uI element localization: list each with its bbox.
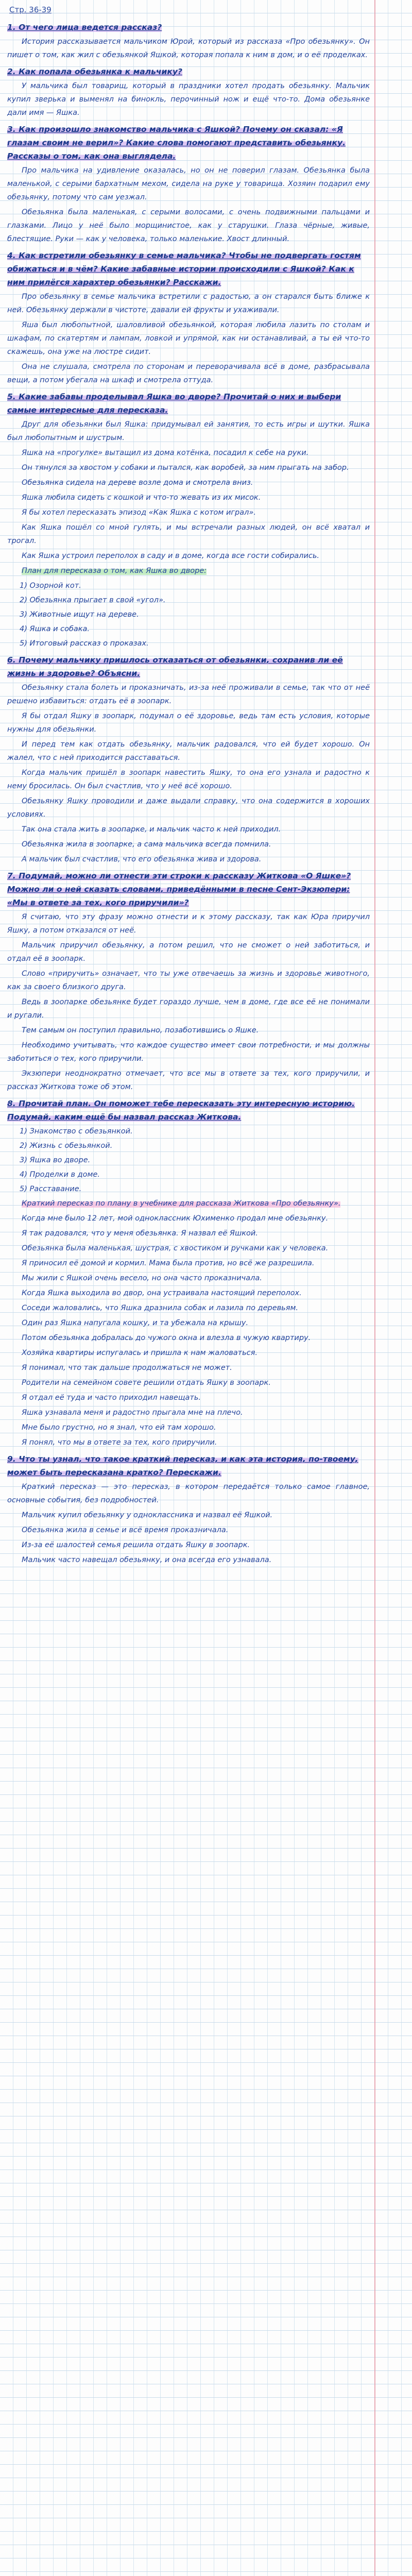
answer-paragraph: Тем самым он поступил правильно, позаботившись о Яшке. xyxy=(22,1026,259,1035)
answer-paragraph: Обезьянку стала болеть и проказничать, из-за неё проживали в семье, так что от неё решено избавиться: отдать её в зоопарк. xyxy=(7,684,370,705)
question-section xyxy=(7,123,370,246)
retell-paragraph: Я отдал её туда и часто приходил навещать. xyxy=(22,1394,201,1402)
answer-paragraph: Обезьянка жила в зоопарке, а сама мальчика всегда помнила. xyxy=(22,840,271,849)
retell-paragraph: Родители на семейном совете решили отдать Яшку в зоопарк. xyxy=(22,1379,271,1387)
plan-item: 2) Обезьянка прыгает в свой «угол». xyxy=(20,596,166,604)
question-section xyxy=(7,65,370,120)
question-section xyxy=(7,869,370,1094)
answer-paragraph: Краткий пересказ — это пересказ, в котором передаётся только самое главное, основные события, без подробностей. xyxy=(7,1483,370,1504)
question-heading xyxy=(7,21,370,34)
answer-paragraph: Друг для обезьянки был Яшка: придумывал ей занятия, то есть игры и шутки. Яшка был любопытным и шустрым. xyxy=(7,420,370,442)
plan-item: 3) Животные ищут на дереве. xyxy=(20,611,139,619)
notebook-page xyxy=(7,3,370,1568)
answer-paragraph: Из-за её шалостей семья решила отдать Яшку в зоопарк. xyxy=(22,1541,250,1549)
answer-list-item: 3) Яшка во дворе. xyxy=(20,1156,91,1164)
retell-paragraph: Яшка узнавала меня и радостно прыгала мне на плечо. xyxy=(22,1409,243,1417)
answer-paragraph: Мальчик купил обезьянку у одноклассника и назвал её Яшкой. xyxy=(22,1511,273,1519)
question-section xyxy=(7,1097,370,1449)
answer-paragraph: Я считаю, что эту фразу можно отнести и к этому рассказу, так как Юра приручил Яшку, а потом отказался от неё. xyxy=(7,913,370,935)
answer-paragraph: Мальчик приручил обезьянку, а потом решил, что не сможет о ней заботиться, и отдал её в зоопарк. xyxy=(7,941,370,963)
page-reference: Стр. 36-39 xyxy=(9,5,52,14)
answer-paragraph: Обезьянка сидела на дереве возле дома и смотрела вниз. xyxy=(22,479,253,487)
answer-paragraph: Яшка на «прогулке» вытащил из дома котёнка, посадил к себе на руки. xyxy=(22,449,309,457)
question-text: 4. Как встретили обезьянку в семье мальчика? Чтобы не подвергать гостям обижаться и в чём? Какие забавные истории происходили с Яшкой? Как к ним прилёгся харахтер обезьянки? Расскажи. xyxy=(7,251,361,287)
answer-paragraph: Она не слушала, смотрела по сторонам и переворачивала всё в доме, разбрасывала вещи, а потом убегала на шкаф и смотрела оттуда. xyxy=(7,363,370,384)
answer-paragraph: Экзюпери неоднократно отмечает, что все мы в ответе за тех, кого приручили, и рассказ Житкова тоже об этом. xyxy=(7,1070,370,1091)
retell-paragraph: Мне было грустно, но я знал, что ей там хорошо. xyxy=(22,1423,216,1432)
question-heading xyxy=(7,390,370,417)
answer-paragraph: История рассказывается мальчиком Юрой, который из рассказа «Про обезьянку». Он пишет о том, как жил с обезьянкой Яшкой, которая попала к ним в дом, и о её проделках. xyxy=(7,38,370,59)
question-text: 7. Подумай, можно ли отнести эти строки к рассказу Житкова «О Яшке»? Можно ли о ней сказать словами, приведёнными в песне Сент-Экзюпери: «Мы в ответе за тех, кого приручили»? xyxy=(7,871,351,907)
answer-paragraph: Яша был любопытной, шаловливой обезьянкой, которая любила лазить по столам и шкафам, по скатертям и лампам, ловкой и упрямой, как ни останавливай, а ты ей что-то скажешь, она уже на люстре сидит. xyxy=(7,321,370,356)
answer-list-item: 4) Проделки в доме. xyxy=(20,1171,100,1179)
answer-paragraph: Ведь в зоопарке обезьянке будет гораздо лучше, чем в доме, где все её не понимали и ругали. xyxy=(7,998,370,1020)
homework-content xyxy=(7,21,370,1567)
answer-paragraph: А мальчик был счастлив, что его обезьянка жива и здорова. xyxy=(22,855,262,863)
answer-paragraph: Обезьянку Яшку проводили и даже выдали справку, что она содержится в хороших условиях. xyxy=(7,797,370,819)
retell-paragraph: Когда мне было 12 лет, мой одноклассник Юхименко продал мне обезьянку. xyxy=(22,1214,329,1223)
question-section xyxy=(7,1452,370,1567)
question-section xyxy=(7,390,370,650)
retell-paragraph: Я приносил её домой и кормил. Мама была против, но всё же разрешила. xyxy=(22,1259,315,1267)
retell-paragraph: Соседи жаловались, что Яшка дразнила собак и лазила по деревьям. xyxy=(22,1304,298,1312)
answer-paragraph: Мальчик часто навещал обезьянку, и она всегда его узнавала. xyxy=(22,1556,272,1564)
answer-paragraph: У мальчика был товарищ, который в праздники хотел продать обезьянку. Мальчик купил зверька и выменял на бинокль, перочинный нож и ещё что-то. Дома обезьянке дали имя — Яшка. xyxy=(7,82,370,117)
answer-paragraph: Яшка любила сидеть с кошкой и что-то жевать из их мисок. xyxy=(22,494,261,502)
question-heading xyxy=(7,869,370,909)
answer-paragraph: Когда мальчик пришёл в зоопарк навестить Яшку, то она его узнала и радостно к нему бросилась. Он был счастлив, что у неё всё хорошо. xyxy=(7,769,370,790)
question-heading xyxy=(7,1452,370,1479)
retell-paragraph: Я понимал, что так дальше продолжаться не может. xyxy=(22,1364,232,1372)
answer-paragraph: Я бы хотел пересказать эпизод «Как Яшка с котом играл». xyxy=(22,509,256,517)
answer-paragraph: Необходимо учитывать, что каждое существо имеет свои потребности, и мы должны заботиться о тех, кого приручили. xyxy=(7,1041,370,1063)
retell-paragraph: Хозяйка квартиры испугалась и пришла к нам жаловаться. xyxy=(22,1349,258,1357)
answer-paragraph: Как Яшка пошёл со мной гулять, и мы встречали разных людей, он всё хватал и трогал. xyxy=(7,523,370,545)
retell-paragraph: Обезьянка была маленькая, шустрая, с хвостиком и ручками как у человека. xyxy=(22,1244,329,1252)
retell-paragraph: Когда Яшка выходила во двор, она устраивала настоящий переполох. xyxy=(22,1289,302,1297)
plan-title xyxy=(7,564,370,578)
answer-paragraph: Обезьянка жила в семье и всё время проказничала. xyxy=(22,1526,229,1534)
answer-paragraph: Обезьянка была маленькая, с серыми волосами, с очень подвижными пальцами и глазками. Лицо у неё было морщинистое, как у старушки. Глаза чёрные, живые, блестящие. Руки — как у человека, только маленькие. Хвост длинный. xyxy=(7,208,370,243)
question-text: 1. От чего лица ведется рассказ? xyxy=(7,23,162,32)
question-heading xyxy=(7,653,370,680)
answer-paragraph: Слово «приручить» означает, что ты уже отвечаешь за жизнь и здоровье животного, как за своего близкого друга. xyxy=(7,970,370,991)
answer-list-item: 1) Знакомство с обезьянкой. xyxy=(20,1127,133,1136)
retell-title-text: Краткий пересказ по плану в учебнике для рассказа Житкова «Про обезьянку». xyxy=(22,1199,341,1208)
retell-paragraph: Один раз Яшка напугала кошку, и та убежала на крышу. xyxy=(22,1319,249,1327)
plan-item: 4) Яшка и собака. xyxy=(20,625,90,633)
question-section xyxy=(7,653,370,866)
question-section xyxy=(7,21,370,62)
plan-item: 5) Итоговый рассказ о проказах. xyxy=(20,639,149,648)
answer-paragraph: Я бы отдал Яшку в зоопарк, подумал о её здоровье, ведь там есть условия, которые нужны для обезьянки. xyxy=(7,712,370,734)
plan-item: 1) Озорной кот. xyxy=(20,582,81,590)
question-text: 2. Как попала обезьянка к мальчику? xyxy=(7,67,182,76)
notebook-margin-line xyxy=(374,0,375,2576)
question-text: 5. Какие забавы проделывал Яшка во дворе? Прочитай о них и выбери самые интересные для пересказа. xyxy=(7,392,341,415)
answer-paragraph: И перед тем как отдать обезьянку, мальчик радовался, что ей будет хорошо. Он жалел, что с ней приходится расставаться. xyxy=(7,740,370,762)
answer-paragraph: Как Яшка устроил переполох в саду и в доме, когда все гости собирались. xyxy=(22,552,319,560)
answer-list-item: 5) Расставание. xyxy=(20,1185,82,1193)
question-heading xyxy=(7,1097,370,1124)
answer-paragraph: Про мальчика на удивление оказалась, но он не поверил глазам. Обезьянка была маленькой, с серыми бархатным мехом, сидела на руке у товарища. Хозяин подарил ему обезьянку, потому что сам уезжал. xyxy=(7,166,370,201)
retell-paragraph: Я понял, что мы в ответе за тех, кого приручили. xyxy=(22,1438,217,1447)
answer-list-item: 2) Жизнь с обезьянкой. xyxy=(20,1142,113,1150)
question-text: 3. Как произошло знакомство мальчика с Яшкой? Почему он сказал: «Я глазам своим не верил»? Какие слова помогают представить обезьянку. Рассказы о том, как она выглядела. xyxy=(7,125,346,161)
retell-paragraph: Мы жили с Яшкой очень весело, но она часто проказничала. xyxy=(22,1274,262,1282)
question-text: 8. Прочитай план. Он поможет тебе пересказать эту интересную историю. Подумай, каким ещё бы назвал рассказ Житкова. xyxy=(7,1099,355,1122)
retell-paragraph: Потом обезьянка добралась до чужого окна и влезла в чужую квартиру. xyxy=(22,1334,311,1342)
plan-title-text: План для пересказа о том, как Яшка во дворе: xyxy=(22,567,207,575)
answer-paragraph: Он тянулся за хвостом у собаки и пытался, как воробей, за ним прыгать на забор. xyxy=(22,464,349,472)
question-section xyxy=(7,249,370,387)
question-heading xyxy=(7,123,370,163)
question-heading xyxy=(7,65,370,78)
retell-paragraph: Я так радовался, что у меня обезьянка. Я назвал её Яшкой. xyxy=(22,1229,258,1238)
question-text: 9. Что ты узнал, что такое краткий пересказ, и как эта история, по-твоему, может быть пересказана кратко? Перескажи. xyxy=(7,1454,358,1477)
answer-paragraph: Про обезьянку в семье мальчика встретили с радостью, а он старался быть ближе к ней. Обезьянку держали в чистоте, давали ей фрукты и ухаживали. xyxy=(7,293,370,314)
question-heading xyxy=(7,249,370,289)
answer-paragraph: Так она стала жить в зоопарке, и мальчик часто к ней приходил. xyxy=(22,825,281,834)
retell-title xyxy=(7,1197,370,1210)
question-text: 6. Почему мальчику пришлось отказаться от обезьянки, сохранив ли её жизнь и здоровье? Объясни. xyxy=(7,655,343,678)
